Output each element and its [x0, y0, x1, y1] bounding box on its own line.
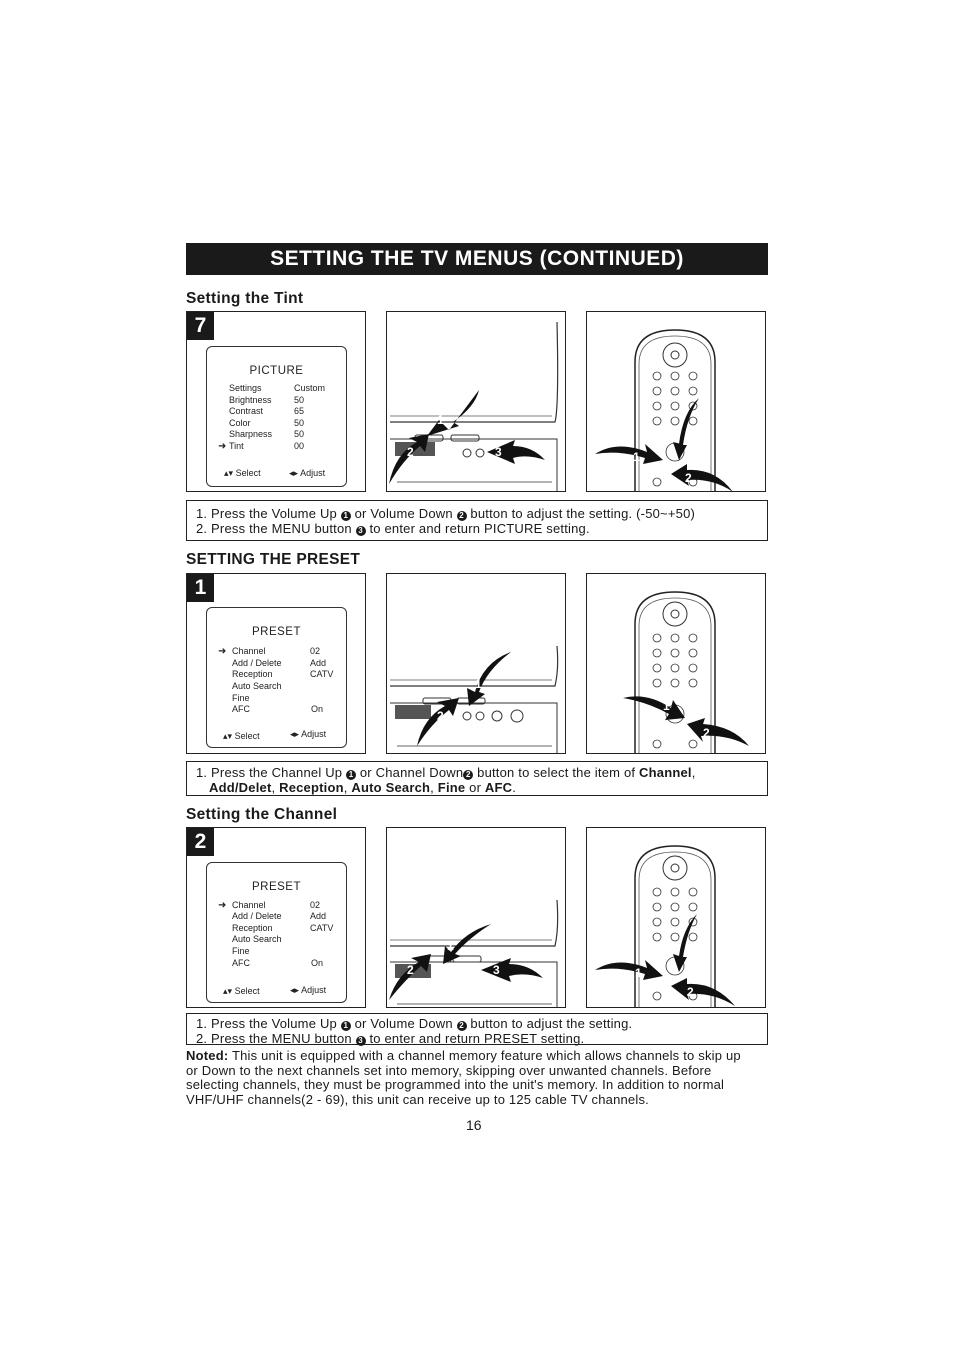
osd-panel-channel — [186, 827, 366, 1008]
osd-row-value: 02 — [310, 900, 321, 910]
osd-row-value: Add — [310, 658, 327, 668]
osd-adjust-label: Adjust — [300, 468, 326, 478]
instruction-text: 1. Press the Volume Up — [196, 506, 337, 521]
osd-row-value: 50 — [294, 395, 305, 405]
osd-row-value: 02 — [310, 646, 321, 656]
remote-control-illustration — [587, 828, 766, 1008]
osd-row — [207, 383, 346, 395]
menu-item-name: Auto Search — [351, 780, 431, 795]
osd-row-label: Sharpness — [229, 429, 273, 439]
callout-number: 1 — [437, 413, 444, 427]
callout-arrow-1 — [427, 390, 479, 436]
step-number: 2 — [187, 828, 214, 856]
osd-row-value: 65 — [294, 406, 305, 416]
up-down-arrows-icon: ▴▾ — [223, 731, 233, 741]
remote-panel-preset — [586, 573, 766, 754]
callout-number: 1 — [447, 939, 454, 953]
osd-screen — [206, 862, 347, 1003]
instruction-text: or Volume Down — [354, 1016, 453, 1031]
osd-row — [207, 704, 346, 716]
osd-row — [207, 669, 346, 681]
remote-panel-tint — [586, 311, 766, 492]
tv-unit-illustration — [387, 574, 566, 754]
callout-arrow-1 — [623, 696, 685, 720]
instruction-line — [196, 506, 767, 521]
osd-row — [207, 946, 346, 958]
page-number: 16 — [466, 1117, 482, 1133]
osd-adjust-label: Adjust — [301, 729, 327, 739]
osd-title: PRESET — [251, 626, 301, 638]
noted-label: Noted: — [186, 1048, 229, 1063]
osd-select-hint — [223, 986, 260, 997]
up-down-arrows-icon: ▴▾ — [224, 468, 234, 478]
remote-control-illustration — [587, 312, 766, 492]
osd-select-label: Select — [234, 731, 260, 741]
osd-row-label: Tint — [229, 441, 244, 451]
osd-row-value: On — [311, 958, 324, 968]
up-down-arrows-icon: ▴▾ — [223, 986, 233, 996]
callout-number: 2 — [685, 471, 692, 485]
osd-row-value: On — [311, 704, 324, 714]
menu-item-name: Fine — [437, 780, 466, 795]
osd-row-value: 50 — [294, 418, 305, 428]
osd-row — [207, 429, 346, 441]
remote-control-illustration — [587, 574, 766, 754]
callout-arrow-1 — [595, 444, 663, 464]
instruction-text: 2. Press the MENU button — [196, 1031, 352, 1046]
noted-paragraph — [186, 1049, 756, 1107]
osd-row-selected — [207, 646, 346, 658]
osd-select-hint — [224, 468, 261, 479]
circled-number-icon: 1 — [341, 511, 351, 521]
osd-row — [207, 934, 346, 946]
menu-item-name: AFC — [484, 780, 513, 795]
osd-row-value: 00 — [294, 441, 305, 451]
callout-arrow-1 — [467, 652, 511, 706]
callout-arrow-2 — [389, 434, 429, 484]
osd-title: PICTURE — [249, 365, 304, 377]
instructions-channel — [186, 1013, 768, 1045]
callout-number: 1 — [663, 699, 670, 713]
instruction-text: to enter and return PICTURE setting. — [369, 521, 590, 536]
callout-number: 2 — [407, 963, 414, 977]
tv-unit-illustration — [387, 828, 566, 1008]
osd-row-label: Reception — [232, 669, 273, 679]
callout-number: 3 — [671, 425, 678, 439]
osd-row-label: Contrast — [229, 406, 264, 416]
instruction-text: or Channel Down — [359, 765, 464, 780]
menu-item-name: Add/Delet — [209, 780, 272, 795]
osd-panel-preset — [186, 573, 366, 754]
osd-row-label: AFC — [232, 704, 250, 714]
circled-number-icon: 2 — [463, 770, 473, 780]
left-right-arrows-icon: ◂▸ — [290, 729, 300, 739]
banner-title: SETTING THE TV MENUS (CONTINUED) — [270, 247, 684, 270]
osd-row-label: Color — [229, 418, 251, 428]
osd-row-selected — [207, 441, 346, 453]
osd-select-hint — [223, 731, 260, 742]
osd-row — [207, 681, 346, 693]
osd-row-value: CATV — [310, 923, 334, 933]
callout-number: 3 — [493, 963, 500, 977]
osd-select-label: Select — [235, 468, 261, 478]
unit-panel-preset — [386, 573, 566, 754]
circled-number-icon: 2 — [457, 1021, 467, 1031]
osd-adjust-hint — [290, 985, 326, 996]
osd-row-label: Auto Search — [232, 681, 282, 691]
osd-adjust-hint — [290, 729, 326, 740]
osd-row-label: AFC — [232, 958, 250, 968]
osd-row-value: Custom — [294, 383, 326, 393]
callout-number: 2 — [703, 726, 710, 740]
instructions-tint — [186, 500, 768, 541]
instruction-text: 1. Press the Channel Up — [196, 765, 343, 780]
osd-row-label: Brightness — [229, 395, 272, 405]
unit-panel-tint — [386, 311, 566, 492]
callout-number: 2 — [407, 445, 414, 459]
instruction-text: 1. Press the Volume Up — [196, 1016, 337, 1031]
section-title-preset: SETTING THE PRESET — [186, 551, 361, 568]
instruction-text: or Volume Down — [354, 506, 453, 521]
callout-number: 2 — [437, 709, 444, 723]
noted-text: This unit is equipped with a channel memory feature which allows channels to skip up or Down to the next channels set into memory, skipping over unwanted channels. Before selecting channels, they must be programmed into the unit's memory. In addition to normal VHF/UHF channels(2 - 69), this unit can receive up to 125 cable TV channels. — [186, 1048, 741, 1107]
instruction-line: Add/Delet, Reception, Auto Search, Fine or AFC. — [209, 780, 517, 795]
section-title-tint: Setting the Tint — [186, 290, 304, 307]
osd-select-label: Select — [234, 986, 260, 996]
callout-number: 3 — [495, 445, 502, 459]
pointer-arrow-icon: ➜ — [218, 646, 227, 657]
instruction-text: or — [469, 780, 482, 795]
circled-number-icon: 1 — [346, 770, 356, 780]
unit-panel-channel — [386, 827, 566, 1008]
menu-item-name: Reception — [279, 780, 344, 795]
instruction-text: button to adjust the setting. (-50~+50) — [470, 506, 696, 521]
callout-arrow-2 — [671, 464, 733, 492]
step-number: 7 — [187, 312, 214, 340]
instruction-text: button to select the item of — [477, 765, 636, 780]
osd-row-value: CATV — [310, 669, 334, 679]
osd-row-value: 50 — [294, 429, 305, 439]
osd-screen — [206, 607, 347, 748]
step-number: 1 — [187, 574, 214, 602]
pointer-arrow-icon: ➜ — [218, 441, 227, 452]
section-title-channel: Setting the Channel — [186, 806, 338, 823]
instructions-preset — [186, 761, 768, 796]
osd-row-value: Add — [310, 911, 327, 921]
instruction-text: button to adjust the setting. — [470, 1016, 633, 1031]
osd-row-label: Channel — [232, 646, 266, 656]
callout-number: 2 — [687, 985, 694, 999]
osd-row-label: Reception — [232, 923, 273, 933]
circled-number-icon: 2 — [457, 511, 467, 521]
osd-row-label: Fine — [232, 693, 250, 703]
osd-adjust-hint — [289, 468, 325, 479]
osd-row — [207, 911, 346, 923]
circled-number-icon: 3 — [356, 1036, 366, 1046]
osd-screen — [206, 346, 347, 487]
osd-row — [207, 406, 346, 418]
osd-row-label: Add / Delete — [232, 911, 282, 921]
callout-number: 1 — [633, 450, 640, 464]
osd-title: PRESET — [251, 881, 301, 893]
osd-row-label: Channel — [232, 900, 266, 910]
osd-row-label: Add / Delete — [232, 658, 282, 668]
instruction-line: 1. Press the Channel Up 1 or Channel Down 2 button to select the item of Channel, — [196, 765, 696, 780]
pointer-arrow-icon: ➜ — [218, 900, 227, 911]
circled-number-icon: 3 — [356, 526, 366, 536]
left-right-arrows-icon: ◂▸ — [290, 985, 300, 995]
osd-adjust-label: Adjust — [301, 985, 327, 995]
tv-unit-illustration — [387, 312, 566, 492]
callout-number: 1 — [635, 966, 642, 980]
instruction-line — [196, 521, 767, 536]
osd-row-label: Settings — [229, 383, 262, 393]
instruction-line — [196, 1031, 767, 1046]
circled-number-icon: 1 — [341, 1021, 351, 1031]
osd-row — [207, 958, 346, 970]
instruction-text: to enter and return PRESET setting. — [369, 1031, 585, 1046]
callout-number: 3 — [673, 941, 680, 955]
left-right-arrows-icon: ◂▸ — [289, 468, 299, 478]
osd-row-label: Fine — [232, 946, 250, 956]
instruction-line — [196, 1016, 767, 1031]
callout-arrow-2 — [671, 978, 735, 1006]
osd-row-label: Auto Search — [232, 934, 282, 944]
osd-panel-tint — [186, 311, 366, 492]
page-banner — [186, 243, 768, 275]
remote-panel-channel — [586, 827, 766, 1008]
instruction-text: 2. Press the MENU button — [196, 521, 352, 536]
callout-number: 1 — [475, 677, 482, 691]
callout-arrow-1 — [595, 960, 663, 980]
menu-item-name: Channel — [639, 765, 692, 780]
